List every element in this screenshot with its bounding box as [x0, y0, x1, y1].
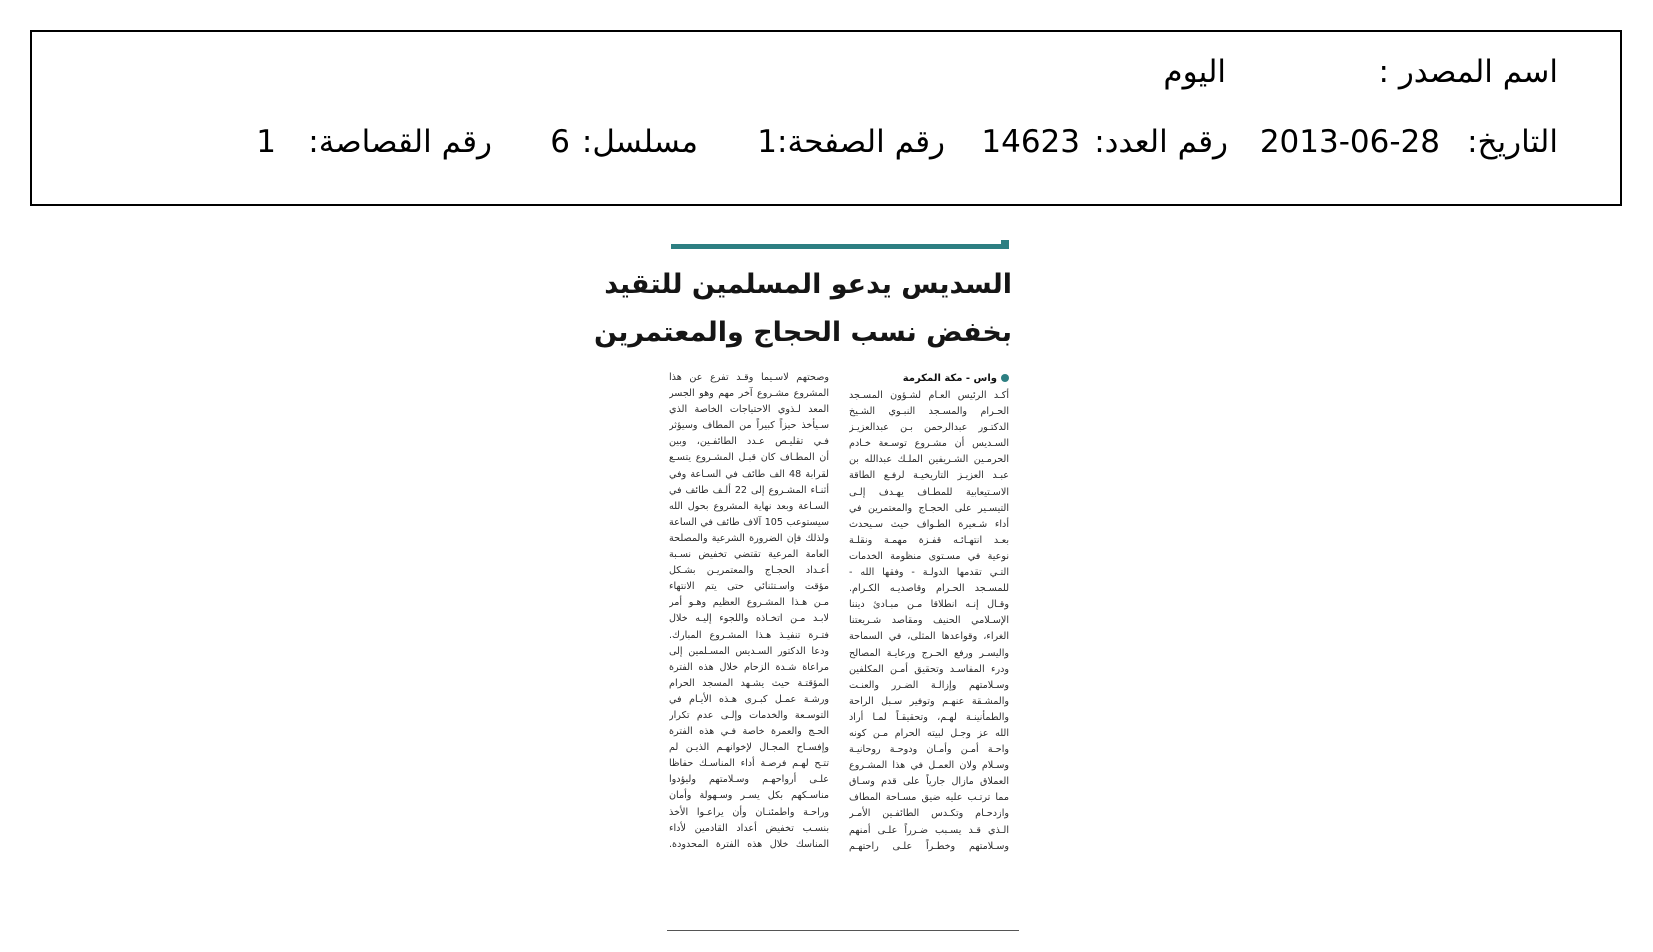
- page-label: رقم الصفحة:: [777, 124, 945, 160]
- body-line: العامة المرعية تقتضي تخفيض نسـبة: [669, 549, 829, 561]
- headline-line-1: السديس يدعو المسلمين للتقيد: [604, 269, 1012, 300]
- body-line: لابـد مـن اتخـاذه واللجوء إليـه خلال: [669, 613, 829, 625]
- body-line: وإفسـاح المجـال لإخوانهـم الذيـن لم: [669, 742, 829, 754]
- body-line: الله عز وجـل لبيته الحرام مـن كونه: [849, 727, 1009, 739]
- issue-label: رقم العدد:: [1094, 124, 1228, 160]
- body-line: ورشـة عمـل كبـرى هـذه الأيـام في: [669, 693, 829, 705]
- clipping-info-box: [30, 30, 1622, 206]
- newspaper-clipping: [593, 238, 1020, 933]
- body-line: مـن هـذا المشـروع العظيم وهـو أمر: [669, 597, 829, 609]
- body-line: العملاق مازال جارياً على قدم وسـاق: [849, 776, 1009, 788]
- body-line: سيستوعب 105 آلاف طائف في الساعة: [669, 516, 829, 528]
- body-line: وقـال إنـه انطلاقا مـن مبـادئ ديننا: [849, 599, 1009, 611]
- body-line: أداء شـعيرة الطـواف حيث سـيحدث: [849, 518, 1009, 530]
- body-line: الحـرام والمسـجد النبـوي الشـيخ: [849, 406, 1009, 418]
- body-line: الحرمـين الشـريفين الملـك عبدالله بن: [849, 454, 1009, 466]
- dateline-text: واس - مكة المكرمة: [902, 373, 997, 384]
- body-line: مراعاة شـدة الزحام خلال هذه الفترة: [669, 661, 829, 673]
- body-line: المعد لـذوي الاحتياجات الخاصة الذي: [669, 404, 829, 416]
- body-line: وراحـة واطمئنـان وأن يراعـوا الأخذ: [669, 806, 829, 818]
- body-line: المؤقتـة حيث يشـهد المسجد الحرام: [669, 677, 829, 689]
- issue-value: 14623: [981, 124, 1080, 160]
- body-line: أثنـاء المشـروع إلى 22 ألـف طائف في: [669, 484, 829, 496]
- body-line: وسـلامتهم وإزالـة الضـرر والعنـت: [849, 679, 1009, 691]
- body-line: وازدحـام وتكـدس الطائفـين الأمـر: [849, 808, 1009, 820]
- body-line: مؤقت واسـتثنائي حتى يتم الانتهاء: [669, 581, 829, 593]
- body-line: واليسـر ورفع الحـرج ورعايـة المصالح: [849, 647, 1009, 659]
- body-line: التـي تقدمها الدولـة - وفقها الله -: [849, 567, 1009, 579]
- body-line: مما ترتـب عليه ضيق مسـاحة المطاف: [849, 792, 1009, 804]
- body-line: واحـة أمـن وأمـان ودوحـة روحانيـة: [849, 744, 1009, 756]
- article-column-left: [669, 370, 829, 918]
- clip-number-label: رقم القصاصة:: [308, 124, 492, 160]
- body-line: الإسـلامي الحنيف ومقاصد شـريعتنا: [849, 615, 1009, 627]
- body-line: للمسـجد الحـرام وقاصديـه الكـرام.: [849, 583, 1009, 595]
- body-line: فـي تقليـص عـدد الطائفـين، وبين: [669, 436, 829, 448]
- body-line: أعـداد الحجـاج والمعتمريـن بشـكل: [669, 565, 829, 577]
- body-line: الغراء، وقواعدها المثلى، في السماحة: [849, 631, 1009, 643]
- body-line: ولذلك فإن الضرورة الشرعية والمصلحة: [669, 532, 829, 544]
- body-line: مناسـكهم بكل يسـر وسـهولة وأمان: [669, 790, 829, 802]
- body-line: عبـد العزيـز التاريخيـة لرفـع الطاقة: [849, 470, 1009, 482]
- body-line: نوعية في مسـتوى منظومة الخدمات: [849, 550, 1009, 562]
- body-line: السـديس أن مشـروع توسـعة خـادم: [849, 438, 1009, 450]
- date-value: 2013-06-28: [1259, 124, 1440, 160]
- body-line: سـيأخذ حيزاً كبيراً من المطاف وسيؤثر: [669, 420, 829, 432]
- body-line: الـذي قـد يسـبب ضـرراً علـى أمنهم: [849, 824, 1009, 836]
- source-label: اسم المصدر :: [1378, 54, 1558, 90]
- body-line: المناسك خلال هذه الفترة المحدودة.: [669, 838, 829, 850]
- source-value: اليوم: [1163, 54, 1226, 90]
- serial-label: مسلسل:: [581, 124, 698, 160]
- body-line: بعـد انتهـائـه قفـزة مهمـة ونقلـة: [849, 534, 1009, 546]
- headline-line-2: بخفض نسب الحجاج والمعتمرين: [593, 317, 1012, 348]
- body-line: ودرء المفاسـد وتحقيق أمـن المكلفين: [849, 663, 1009, 675]
- body-line: تتـح لهـم فرصـة أداء المناسـك حفاظا: [669, 758, 829, 770]
- body-line: الحـج والعمرة خاصة فـي هذه الفترة: [669, 726, 829, 738]
- bottom-rule: [667, 930, 1019, 931]
- body-line: علـى أرواحهـم وسـلامتهم وليؤدوا: [669, 774, 829, 786]
- page-value: 1: [757, 124, 777, 160]
- serial-value: 6: [550, 124, 570, 160]
- body-line: أن المطـاف كان قبـل المشـروع يتسـع: [669, 452, 829, 464]
- dateline: [849, 370, 1009, 388]
- body-line: بنسـب تخفيض أعداد القادمين لأداء: [669, 822, 829, 834]
- article-column-right: [849, 370, 1009, 918]
- body-line: الاسـتيعابية للمطـاف يهـدف إلـى: [849, 486, 1009, 498]
- date-label: التاريخ:: [1467, 124, 1558, 160]
- body-line: فتـرة تنفيـذ هـذا المشـروع المبارك.: [669, 629, 829, 641]
- body-line: وصحتهم لاسـيما وقـد تفرع عن هذا: [669, 372, 829, 383]
- body-line: التيسـير على الحجـاج والمعتمرين في: [849, 502, 1009, 514]
- body-line: التوسـعة والخدمات وإلـى عدم تكرار: [669, 709, 829, 721]
- accent-rule-notch: [671, 240, 1001, 244]
- body-line: الدكتـور عبدالرحمن بـن عبدالعزيـز: [849, 422, 1009, 434]
- body-line: والطمأنينـة لهـم، وتحقيقـاً لمـا أراد: [849, 711, 1009, 723]
- body-line: المشروع مشـروع آخر مهم وهو الجسر: [669, 388, 829, 400]
- body-line: لقرابة 48 الف طائف في السـاعة وفي: [669, 468, 829, 480]
- bullet-dot-icon: [1001, 374, 1009, 382]
- body-line: والمشـقة عنهـم وتوفير سـبل الراحة: [849, 695, 1009, 707]
- body-line: ودعا الدكتور السـديس المسـلمين إلى: [669, 645, 829, 657]
- body-line: السـاعة وبعد نهاية المشروع بحول الله: [669, 500, 829, 512]
- body-line: وسـلامتهم وخطـراً علـى راحتهـم: [849, 840, 1009, 852]
- body-line: وسـلام ولان العمـل في هذا المشـروع: [849, 760, 1009, 772]
- clip-number-value: 1: [256, 124, 276, 160]
- body-line: أكـد الرئيس العـام لشـؤون المسـجد: [849, 390, 1009, 401]
